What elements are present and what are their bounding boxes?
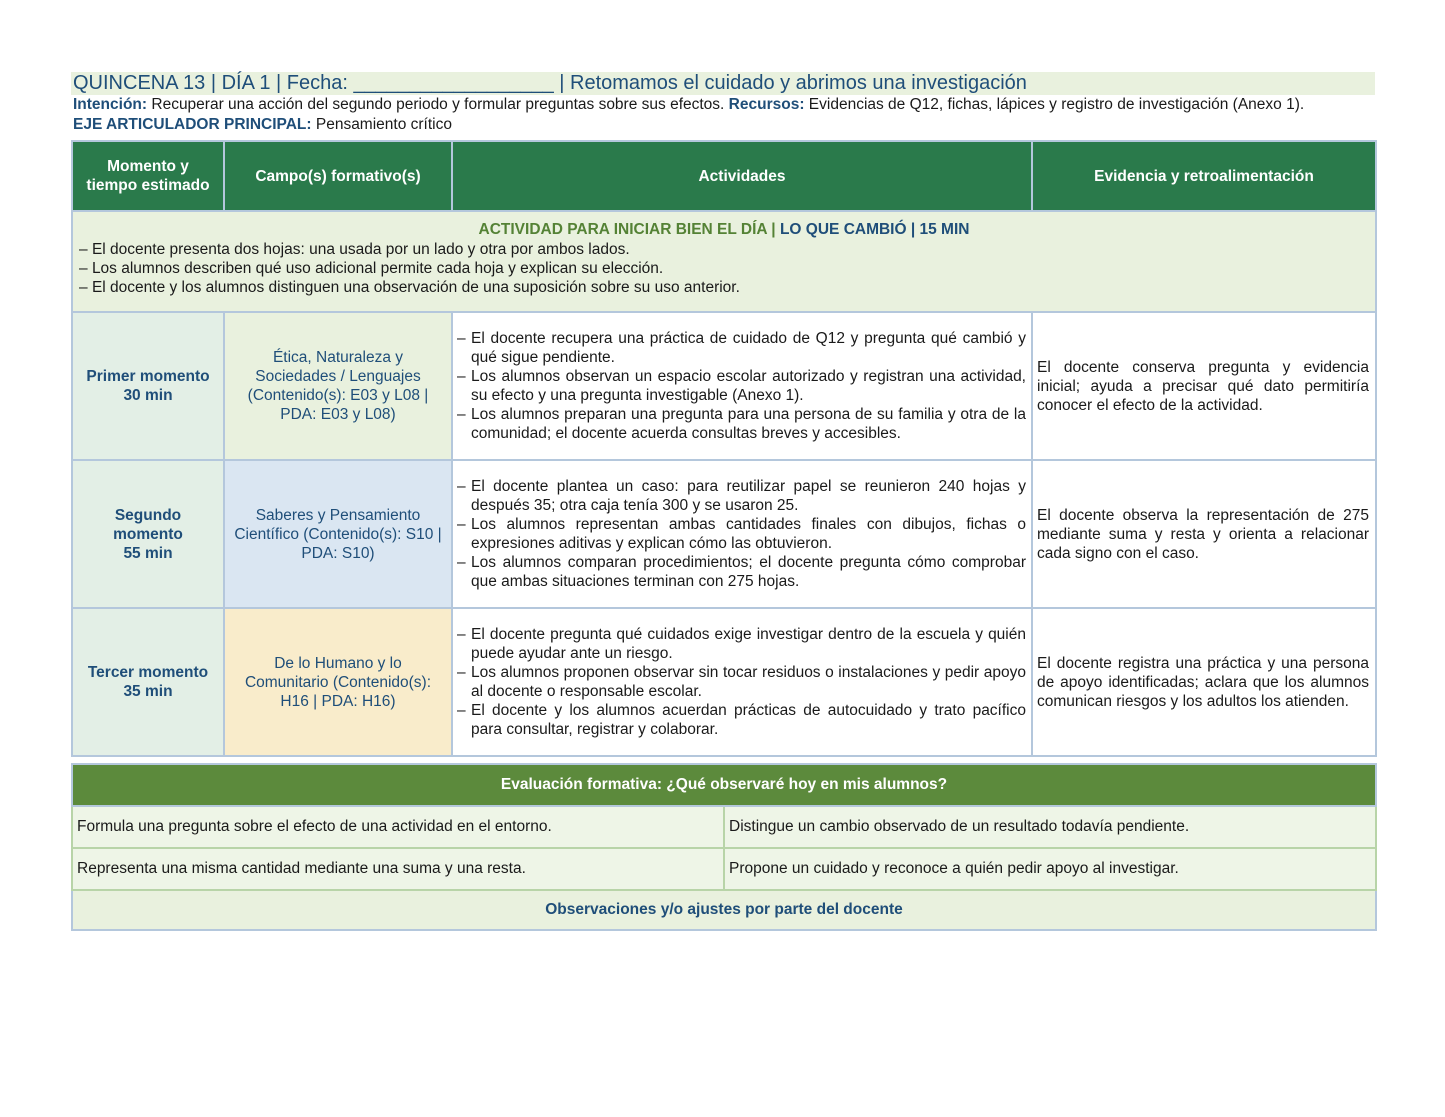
- column-header-evidence: Evidencia y retroalimentación: [1032, 141, 1376, 211]
- moment-name: Primer momento: [86, 368, 210, 385]
- campo-cell: Saberes y Pensamiento Científico (Contenido(s): S10 | PDA: S10): [224, 460, 452, 608]
- page-title-text: QUINCENA 13 | DÍA 1 | Fecha: __________________ | Retomamos el cuidado y abrimos una investigación: [73, 72, 1027, 94]
- campo-cell: Ética, Naturaleza y Sociedades / Lenguajes (Contenido(s): E03 y L08 | PDA: E03 y L08): [224, 312, 452, 460]
- moment-time: 35 min: [123, 683, 173, 700]
- observations-row: [72, 890, 1376, 930]
- moment-time: 30 min: [123, 387, 173, 404]
- activities-table: [71, 140, 1377, 757]
- list-item: – Los alumnos representan ambas cantidades finales con dibujos, fichas o expresiones aditivas y explican cómo las obtuvieron.: [457, 515, 1026, 553]
- resources-label: Recursos:: [728, 96, 805, 113]
- axis-label: EJE ARTICULADOR PRINCIPAL:: [73, 116, 312, 133]
- axis-line: [71, 115, 1375, 135]
- table-row: [72, 312, 1376, 460]
- list-item: – El docente presenta dos hojas: una usada por un lado y otra por ambos lados.: [79, 240, 1369, 259]
- evidence-cell: El docente registra una práctica y una persona de apoyo identificadas; aclara que los alumnos comunican riesgos y los adultos los atienden.: [1032, 608, 1376, 756]
- campo-cell: De lo Humano y lo Comunitario (Contenido(s): H16 | PDA: H16): [224, 608, 452, 756]
- evaluation-header-row: [72, 764, 1376, 806]
- column-header-activities: Actividades: [452, 141, 1032, 211]
- list-item: – Los alumnos describen qué uso adicional permite cada hoja y explican su elección.: [79, 259, 1369, 278]
- day-start-list: [79, 240, 1369, 297]
- formative-evaluation-table: [71, 763, 1377, 931]
- day-start-title-a: ACTIVIDAD PARA INICIAR BIEN EL DÍA |: [478, 221, 776, 238]
- axis-text: Pensamiento crítico: [315, 116, 452, 133]
- table-row: [72, 848, 1376, 890]
- evaluation-item: Distingue un cambio observado de un resultado todavía pendiente.: [724, 806, 1376, 848]
- list-item: – El docente plantea un caso: para reutilizar papel se reunieron 240 hojas y después 35; otra caja tenía 300 y se usaron 25.: [457, 477, 1026, 515]
- moment-cell: [72, 608, 224, 756]
- intention-line: [71, 95, 1375, 115]
- list-item: – Los alumnos proponen observar sin tocar residuos o instalaciones y pedir apoyo al docente o responsable escolar.: [457, 663, 1026, 701]
- list-item: – El docente pregunta qué cuidados exige investigar dentro de la escuela y quién puede ayudar ante un riesgo.: [457, 625, 1026, 663]
- day-start-cell: [72, 211, 1376, 312]
- day-start-title: [79, 220, 1369, 239]
- evaluation-item: Representa una misma cantidad mediante una suma y una resta.: [72, 848, 724, 890]
- moment-time: 55 min: [123, 544, 173, 562]
- evaluation-title: Evaluación formativa: ¿Qué observaré hoy en mis alumnos?: [72, 764, 1376, 806]
- column-header-campo: Campo(s) formativo(s): [224, 141, 452, 211]
- day-start-row: [72, 211, 1376, 312]
- intention-text: Recuperar una acción del segundo periodo y formular preguntas sobre sus efectos.: [151, 96, 725, 113]
- list-item: – El docente recupera una práctica de cuidado de Q12 y pregunta qué cambió y qué sigue pendiente.: [457, 329, 1026, 367]
- table-row: [72, 460, 1376, 608]
- list-item: – Los alumnos preparan una pregunta para una persona de su familia y otra de la comunidad; el docente acuerda consultas breves y accesibles.: [457, 405, 1026, 443]
- moment-cell: [72, 312, 224, 460]
- evaluation-item: Formula una pregunta sobre el efecto de una actividad en el entorno.: [72, 806, 724, 848]
- list-item: – Los alumnos comparan procedimientos; el docente pregunta cómo comprobar que ambas situaciones terminan con 275 hojas.: [457, 553, 1026, 591]
- evidence-cell: El docente observa la representación de 275 mediante suma y resta y orienta a relacionar cada signo con el caso.: [1032, 460, 1376, 608]
- lesson-plan-page: [71, 72, 1375, 931]
- activities-cell: [452, 460, 1032, 608]
- list-item: – Los alumnos observan un espacio escolar autorizado y registran una actividad, su efecto y una pregunta investigable (Anexo 1).: [457, 367, 1026, 405]
- observations-label: Observaciones y/o ajustes por parte del docente: [72, 890, 1376, 930]
- moment-name: Tercer momento: [87, 664, 209, 681]
- resources-text: Evidencias de Q12, fichas, lápices y registro de investigación (Anexo 1).: [808, 96, 1305, 113]
- activities-cell: [452, 608, 1032, 756]
- list-item: – El docente y los alumnos acuerdan prácticas de autocuidado y trato pacífico para consultar, registrar y colaborar.: [457, 701, 1026, 739]
- list-item: – El docente y los alumnos distinguen una observación de una suposición sobre su uso anterior.: [79, 278, 1369, 297]
- table-row: [72, 806, 1376, 848]
- evaluation-item: Propone un cuidado y reconoce a quién pedir apoyo al investigar.: [724, 848, 1376, 890]
- evidence-cell: El docente conserva pregunta y evidencia inicial; ayuda a precisar qué dato permitiría conocer el efecto de la actividad.: [1032, 312, 1376, 460]
- day-start-title-b: LO QUE CAMBIÓ | 15 MIN: [779, 221, 970, 238]
- page-title: [71, 72, 1375, 95]
- table-header-row: [72, 141, 1376, 211]
- moment-name: Segundo momento: [113, 506, 183, 543]
- table-row: [72, 608, 1376, 756]
- intention-label: Intención:: [73, 96, 148, 113]
- moment-cell: [72, 460, 224, 608]
- activities-cell: [452, 312, 1032, 460]
- column-header-moment: Momento y tiempo estimado: [72, 141, 224, 211]
